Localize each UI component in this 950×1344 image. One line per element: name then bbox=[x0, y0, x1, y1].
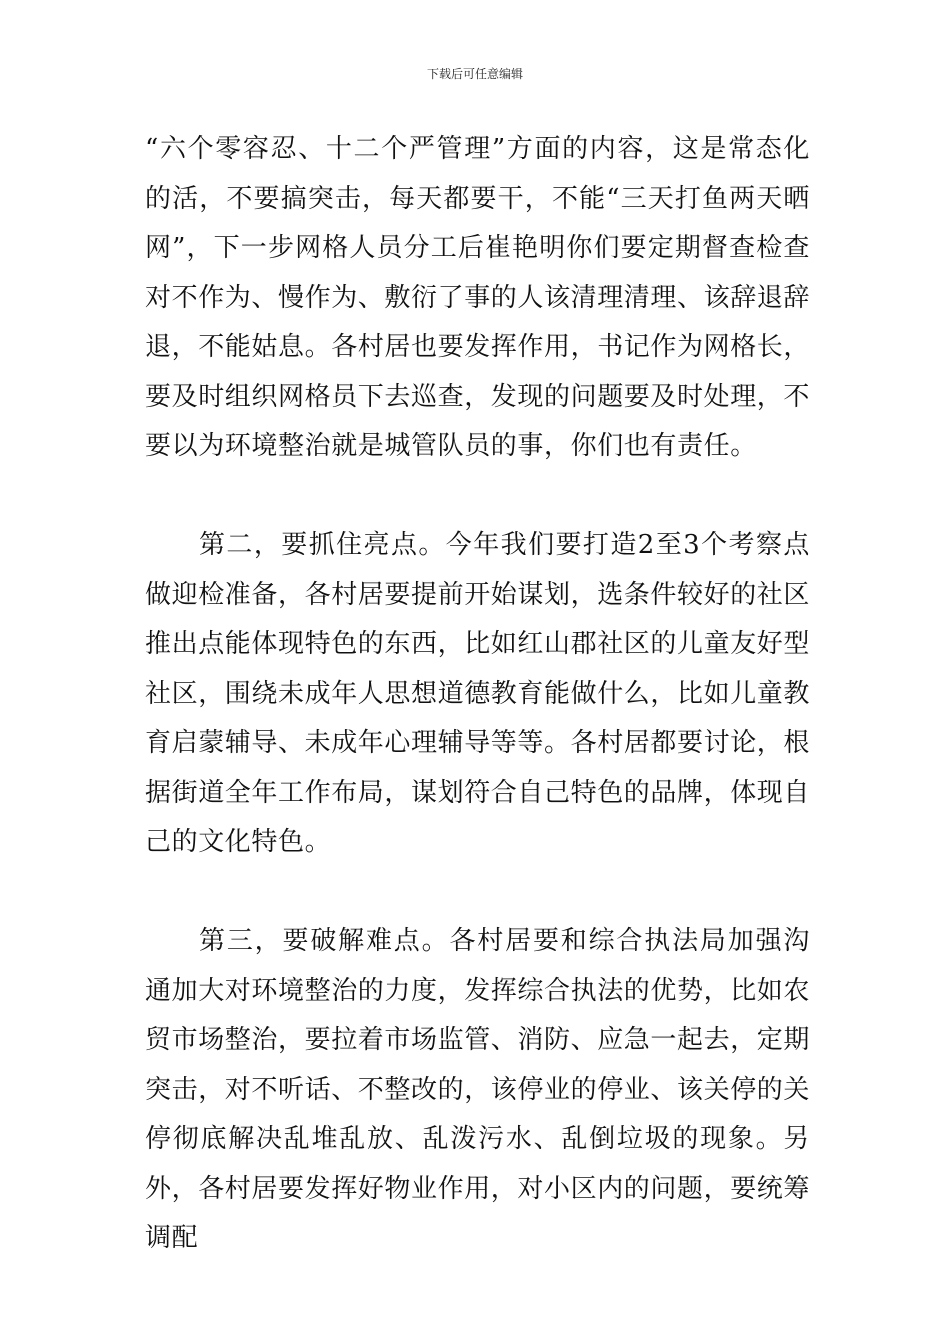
paragraph-second-point: 第二，要抓住亮点。今年我们要打造2至3个考察点做迎检准备，各村居要提前开始谋划，选条件较好的社区推出点能体现特色的东西，比如红山郡社区的儿童友好型社区，围绕未成年人思想道德教育能做什么，比如儿童教育启蒙辅导、未成年心理辅导等等。各村居都要讨论，根据街道全年工作布局，谋划符合自己特色的品牌，体现自己的文化特色。 bbox=[145, 530, 811, 857]
paragraph-third-point: 第三，要破解难点。各村居要和综合执法局加强沟通加大对环境整治的力度，发挥综合执法的优势，比如农贸市场整治，要拉着市场监管、消防、应急一起去，定期突击，对不听话、不整改的，该停业的停业、该关停的关停彻底解决乱堆乱放、乱泼污水、乱倒垃圾的现象。另外，各村居要发挥好物业作用，对小区内的问题，要统筹调配 bbox=[145, 926, 811, 1253]
page-header-note: 下载后可任意编辑 bbox=[426, 67, 523, 81]
paragraph-spacer bbox=[145, 472, 810, 522]
paragraph-continued: “六个零容忍、十二个严管理”方面的内容，这是常态化的活，不要搞突击，每天都要干，不能“三天打鱼两天晒网”，下一步网格人员分工后崔艳明你们要定期督查检查对不作为、慢作为、敷衍了事的人该清理清理、该辞退辞退，不能姑息。各村居也要发挥作用，书记作为网格长，要及时组织网格员下去巡查，发现的问题要及时处理，不要以为环境整治就是城管队员的事，你们也有责任。 bbox=[145, 134, 811, 461]
paragraph-spacer bbox=[145, 868, 810, 918]
document-body bbox=[145, 125, 810, 1264]
